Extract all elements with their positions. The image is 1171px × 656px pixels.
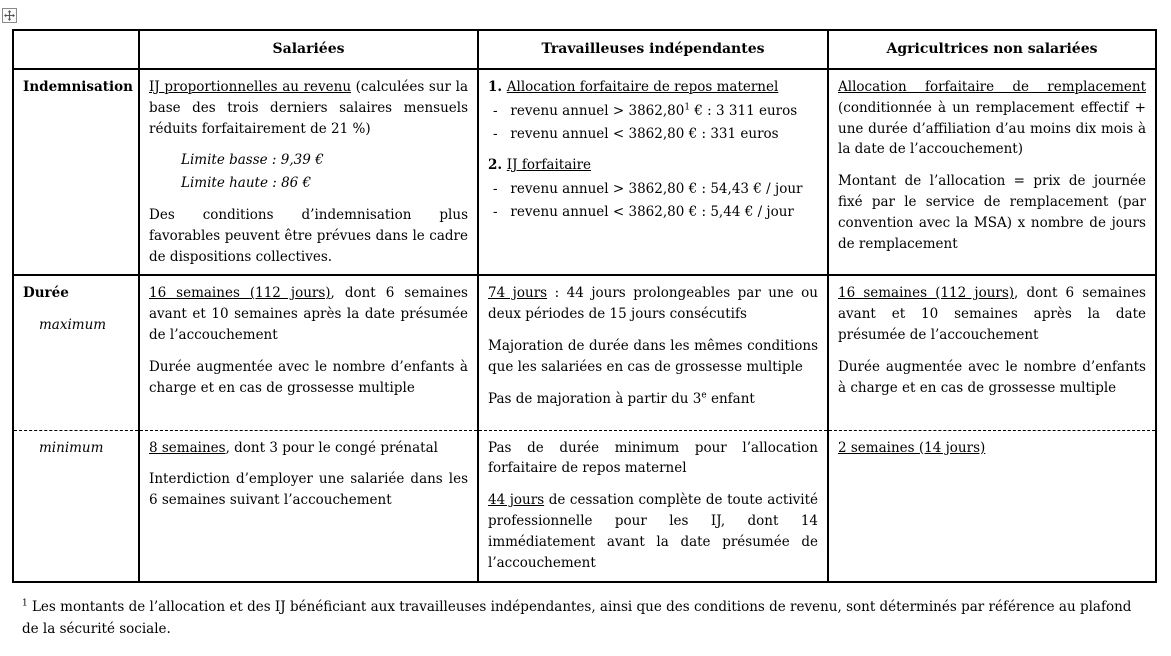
- row-indemnisation: [13, 69, 1156, 275]
- row-label-duree-maximum: Durée maximum: [13, 275, 139, 430]
- header-travailleuses-independantes: Travailleuses indépendantes: [478, 30, 828, 69]
- cell-minimum-agricultrices: 2 semaines (14 jours): [828, 430, 1156, 582]
- header-empty-cell: [13, 30, 139, 69]
- table-move-handle[interactable]: [2, 8, 17, 23]
- maternity-benefits-comparison-table: [12, 29, 1157, 583]
- cell-indemnisation-salariees: IJ proportionnelles au revenu (calculées sur la base des trois derniers salaires mensuels réduits forfaitairement de 21 %) Limite basse : 9,39 € Limite haute : 86 € Des conditions d’indemnisation plus favorables peuvent être prévues dans le cadre de dispositions collectives.: [139, 69, 478, 275]
- cell-minimum-independantes: Pas de durée minimum pour l’allocation forfaitaire de repos maternel 44 jours de cessation complète de toute activité professionnelle pour les IJ, dont 14 immédiatement avant la date présumée de l’accouchement: [478, 430, 828, 582]
- row-duree-maximum: [13, 275, 1156, 430]
- header-salariees: Salariées: [139, 30, 478, 69]
- header-agricultrices-non-salariees: Agricultrices non salariées: [828, 30, 1156, 69]
- move-arrows-icon: [4, 10, 15, 21]
- cell-indemnisation-independantes: 1. Allocation forfaitaire de repos maternel - revenu annuel > $3862,80^1$ € : 3 311 euros - revenu annuel < 3862,80 € : 331 euros 2. IJ forfaitaire - revenu annuel > 3862,80 € : 54,43 € / jour - revenu annuel < 3862,80 € : 5,44 € / jour: [478, 69, 828, 275]
- footnote: $^1$ Les montants de l’allocation et des IJ bénéficiant aux travailleuses indépendantes, ainsi que des conditions de revenu, sont déterminés par référence au plafond de la sécurité sociale.: [22, 598, 1132, 637]
- cell-maximum-independantes: 74 jours : 44 jours prolongeables par une ou deux périodes de 15 jours consécutifs Majoration de durée dans les mêmes conditions que les salariées en cas de grossesse multiple Pas de majoration à partir du 3e enfant: [478, 275, 828, 430]
- cell-maximum-salariees: 16 semaines (112 jours), dont 6 semaines avant et 10 semaines après la date présumée de l’accouchement Durée augmentée avec le nombre d’enfants à charge et en cas de grossesse multiple: [139, 275, 478, 430]
- row-label-duree-minimum: minimum: [13, 430, 139, 582]
- row-label-indemnisation: Indemnisation: [13, 69, 139, 275]
- row-duree-minimum: [13, 430, 1156, 582]
- cell-maximum-agricultrices: 16 semaines (112 jours), dont 6 semaines avant et 10 semaines après la date présumée de l’accouchement Durée augmentée avec le nombre d’enfants à charge et en cas de grossesse multiple: [828, 275, 1156, 430]
- cell-minimum-salariees: 8 semaines, dont 3 pour le congé prénatal Interdiction d’employer une salariée dans les 6 semaines suivant l’accouchement: [139, 430, 478, 582]
- cell-indemnisation-agricultrices: Allocation forfaitaire de remplacement (conditionnée à un remplacement effectif + une durée d’affiliation d’au moins dix mois à la date de l’accouchement) Montant de l’allocation = prix de journée fixé par le service de remplacement (par convention avec la MSA) x nombre de jours de remplacement: [828, 69, 1156, 275]
- header-row: [13, 30, 1156, 69]
